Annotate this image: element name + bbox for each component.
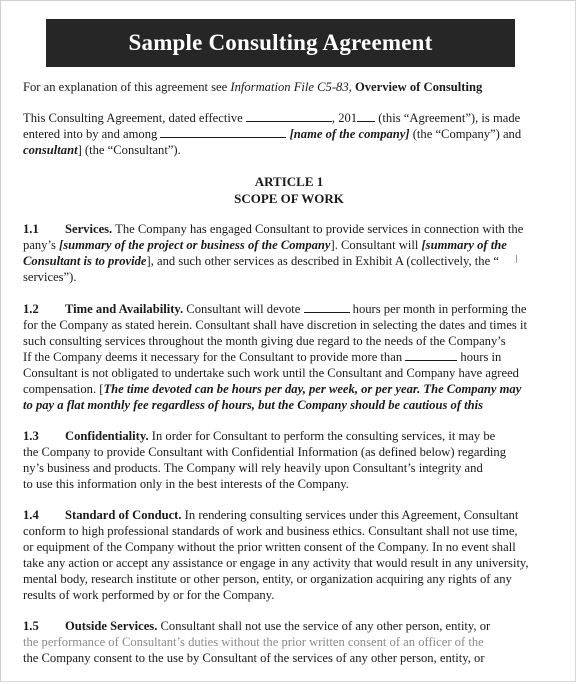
preamble-text: ] (the “Consultant”).: [77, 143, 181, 157]
intro-prefix: For an explanation of this agreement see: [23, 80, 231, 94]
document-title: Sample Consulting Agreement: [128, 30, 433, 55]
time-note: The time devoted can be hours per day, per week, or per year. The Company may: [103, 382, 522, 396]
section-1-5: [23, 618, 555, 666]
preamble-text: (the “Company”) and: [409, 127, 522, 141]
section-text: ny’s business and products. The Company will rely heavily upon Consultant’s integrity and: [23, 461, 483, 475]
section-text: ]. Consultant will: [330, 238, 422, 252]
section-1-1: [23, 221, 555, 285]
section-text: hours per month in performing the: [349, 302, 527, 316]
project-placeholder: [summary of the project or business of the Company: [59, 238, 331, 252]
section-text: conform to high professional standards of work and business ethics. Consultant shall not use time,: [23, 524, 518, 538]
time-note-cont: to pay a flat monthly fee regardless of hours, but the Company should be cautious of this: [23, 398, 484, 412]
section-heading: Confidentiality.: [65, 429, 149, 443]
section-heading: Services.: [65, 222, 113, 236]
section-1-2: [23, 301, 555, 413]
edge-mark: [516, 255, 517, 263]
section-text: services”).: [23, 270, 77, 284]
section-text: results of work performed by or for the Company.: [23, 588, 275, 602]
company-placeholder: [name of the company]: [289, 127, 410, 141]
section-text: the Company to provide Consultant with Confidential Information (as defined below) regarding: [23, 445, 507, 459]
section-text: the Company consent to the use by Consultant of the services of any other person, entity, or: [23, 651, 485, 665]
services-placeholder: [summary of the: [421, 238, 507, 252]
section-text: such consulting services throughout the month giving due regard to the needs of the Company’s: [23, 334, 506, 348]
section-text: to use this information only in the best interests of the Company.: [23, 477, 349, 491]
preamble-text: This Consulting Agreement, dated effective: [23, 111, 246, 125]
intro-overview: Overview of Consulting: [354, 80, 483, 94]
section-text: If the Company deems it necessary for the Consultant to provide more than: [23, 350, 406, 364]
services-placeholder-cont: Consultant is to provide: [23, 254, 147, 268]
preamble-text: entered into by and among: [23, 127, 161, 141]
section-heading: Time and Availability.: [65, 302, 184, 316]
section-text: for the Company as stated herein. Consultant shall have discretion in selecting the dates and times it: [23, 318, 527, 332]
article-title: SCOPE OF WORK: [234, 191, 344, 206]
preamble-line-1: [23, 110, 555, 126]
section-text: In order for Consultant to perform the consulting services, it may be: [148, 429, 496, 443]
hours-blank[interactable]: [304, 301, 350, 313]
document-title-banner: [46, 19, 515, 67]
section-number: 1.2: [23, 302, 39, 316]
article-heading: [23, 173, 555, 207]
section-text: In rendering consulting services under this Agreement, Consultant: [181, 508, 519, 522]
section-text: mental body, research institute or other person, entity, or organization acquiring any rights of any: [23, 572, 512, 586]
section-heading: Standard of Conduct.: [65, 508, 182, 522]
section-text: Consultant shall not use the service of any other person, entity, or: [157, 619, 491, 633]
section-text: or equipment of the Company without the prior written consent of the Company. In no event shall: [23, 540, 516, 554]
section-1-4: [23, 507, 555, 603]
section-number: 1.3: [23, 429, 39, 443]
section-heading: Outside Services.: [65, 619, 158, 633]
section-text: hours in: [457, 350, 502, 364]
preamble-text: , 201: [331, 111, 358, 125]
article-number: ARTICLE 1: [254, 174, 324, 189]
intro-line: [23, 79, 555, 95]
section-text: Consultant is not obligated to undertake such work until the Consultant and Company have agreed: [23, 366, 519, 380]
section-text: take any action or accept any assistance or engage in any activity that would result in any university,: [23, 556, 529, 570]
section-1-3: [23, 428, 555, 492]
section-text: ], and such other services as described in Exhibit A (collectively, the “: [146, 254, 499, 268]
preamble-paragraph: [23, 110, 555, 158]
preamble-line-2: [23, 126, 555, 142]
preamble-line-3: [23, 142, 555, 158]
year-blank[interactable]: [357, 110, 375, 122]
section-number: 1.5: [23, 619, 39, 633]
section-number: 1.1: [23, 222, 39, 236]
section-text: Consultant will devote: [183, 302, 304, 316]
section-text: pany’s: [23, 238, 60, 252]
section-number: 1.4: [23, 508, 39, 522]
preamble-text: (this “Agreement”), is made: [375, 111, 521, 125]
extra-hours-blank[interactable]: [405, 349, 457, 361]
intro-file-reference: Information File C5-83,: [230, 80, 352, 94]
section-text: compensation. [: [23, 382, 104, 396]
date-blank[interactable]: [246, 110, 332, 122]
section-text: The Company has engaged Consultant to provide services in connection with the: [112, 222, 524, 236]
party-blank[interactable]: [160, 126, 286, 138]
section-text: the performance of Consultant’s duties without the prior written consent of an officer of the: [23, 635, 484, 649]
consultant-placeholder: consultant: [23, 143, 78, 157]
